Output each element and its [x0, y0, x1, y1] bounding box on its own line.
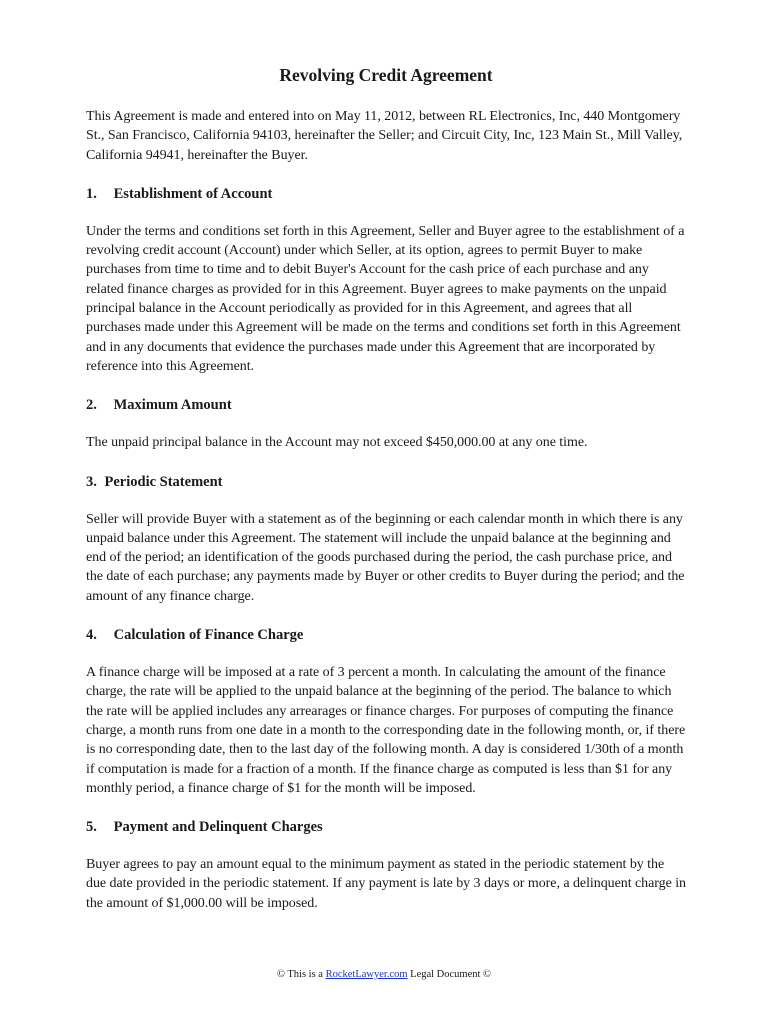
footer-prefix: © This is a [276, 969, 323, 980]
document-title: Revolving Credit Agreement [279, 65, 493, 85]
section-4-number: 4. [86, 627, 97, 644]
intro-paragraph: This Agreement is made and entered into on May 11, 2012, between RL Electronics, Inc, 440 Montgomery St., San Francisco, California 94103, hereinafter the Seller; and Circuit City, Inc, 123 Main St., Mill Valley, California 94941, hereinafter the Buyer. [86, 109, 683, 163]
section-4-heading [86, 625, 686, 645]
section-3-body: Seller will provide Buyer with a statement as of the beginning or each calendar month in which there is any unpaid balance under this Agreement. The statement will include the unpaid balance at the beginning and end of the period; an identification of the goods purchased during the period, the cash purchase price, and the date of each purchase; any payments made by Buyer or other credits to Buyer during the period; and the amount of any finance charge. [86, 511, 685, 604]
section-2-body: The unpaid principal balance in the Account may not exceed $450,000.00 at any one time. [86, 435, 588, 451]
page-footer [0, 968, 768, 982]
document-page [86, 64, 686, 913]
section-1 [86, 184, 686, 376]
section-1-number: 1. [86, 185, 97, 202]
section-4-title: Calculation of Finance Charge [113, 627, 304, 644]
section-4 [86, 625, 686, 798]
section-3-title: Periodic Statement [104, 473, 223, 490]
section-1-body: Under the terms and conditions set forth in this Agreement, Seller and Buyer agree to the establishment of a revolving credit account (Account) under which Seller, at its option, agrees to permit Buyer to make purchases from time to time and to debit Buyer's Account for the cash price of each purchase and any related finance charges as provided for in this Agreement. Buyer agrees to make payments on the unpaid principal balance in the Account periodically as provided for in this Agreement, and agrees that all purchases made under this Agreement will be made on the terms and conditions set forth in this Agreement and in any documents that evidence the purchases made under this Agreement that are incorporated by reference into this Agreement. [86, 223, 685, 374]
section-1-heading [86, 184, 686, 204]
section-4-body: A finance charge will be imposed at a rate of 3 percent a month. In calculating the amount of the finance charge, the rate will be applied to the unpaid balance at the beginning of the period. The balance to which the rate will be applied includes any arrearages or finance charges. For purposes of computing the finance charge, a month runs from one date in a month to the corresponding date in the following month, or, if there is no corresponding date, then to the last day of the following month. A day is considered 1/30th of a month if computation is made for a fraction of a month. If the finance charge as computed is less than $1 for any monthly period, a finance charge of $1 for the month will be imposed. [86, 665, 686, 796]
section-5-heading [86, 817, 686, 837]
footer-suffix: Legal Document © [410, 969, 492, 980]
section-5-number: 5. [86, 819, 97, 836]
section-5-body: Buyer agrees to pay an amount equal to the minimum payment as stated in the periodic statement by the due date provided in the periodic statement. If any payment is late by 3 days or more, a delinquent charge in the amount of $1,000.00 will be imposed. [86, 857, 686, 911]
section-2-number: 2. [86, 397, 97, 414]
section-2-heading [86, 395, 686, 415]
section-1-title: Establishment of Account [113, 185, 273, 202]
section-2 [86, 395, 686, 452]
section-3 [86, 472, 686, 606]
section-5-title: Payment and Delinquent Charges [113, 819, 323, 836]
section-2-title: Maximum Amount [113, 397, 232, 414]
rocketlawyer-link[interactable]: RocketLawyer.com [325, 969, 408, 980]
section-3-heading [86, 472, 686, 492]
section-3-number: 3. [86, 473, 97, 490]
section-5 [86, 817, 686, 913]
